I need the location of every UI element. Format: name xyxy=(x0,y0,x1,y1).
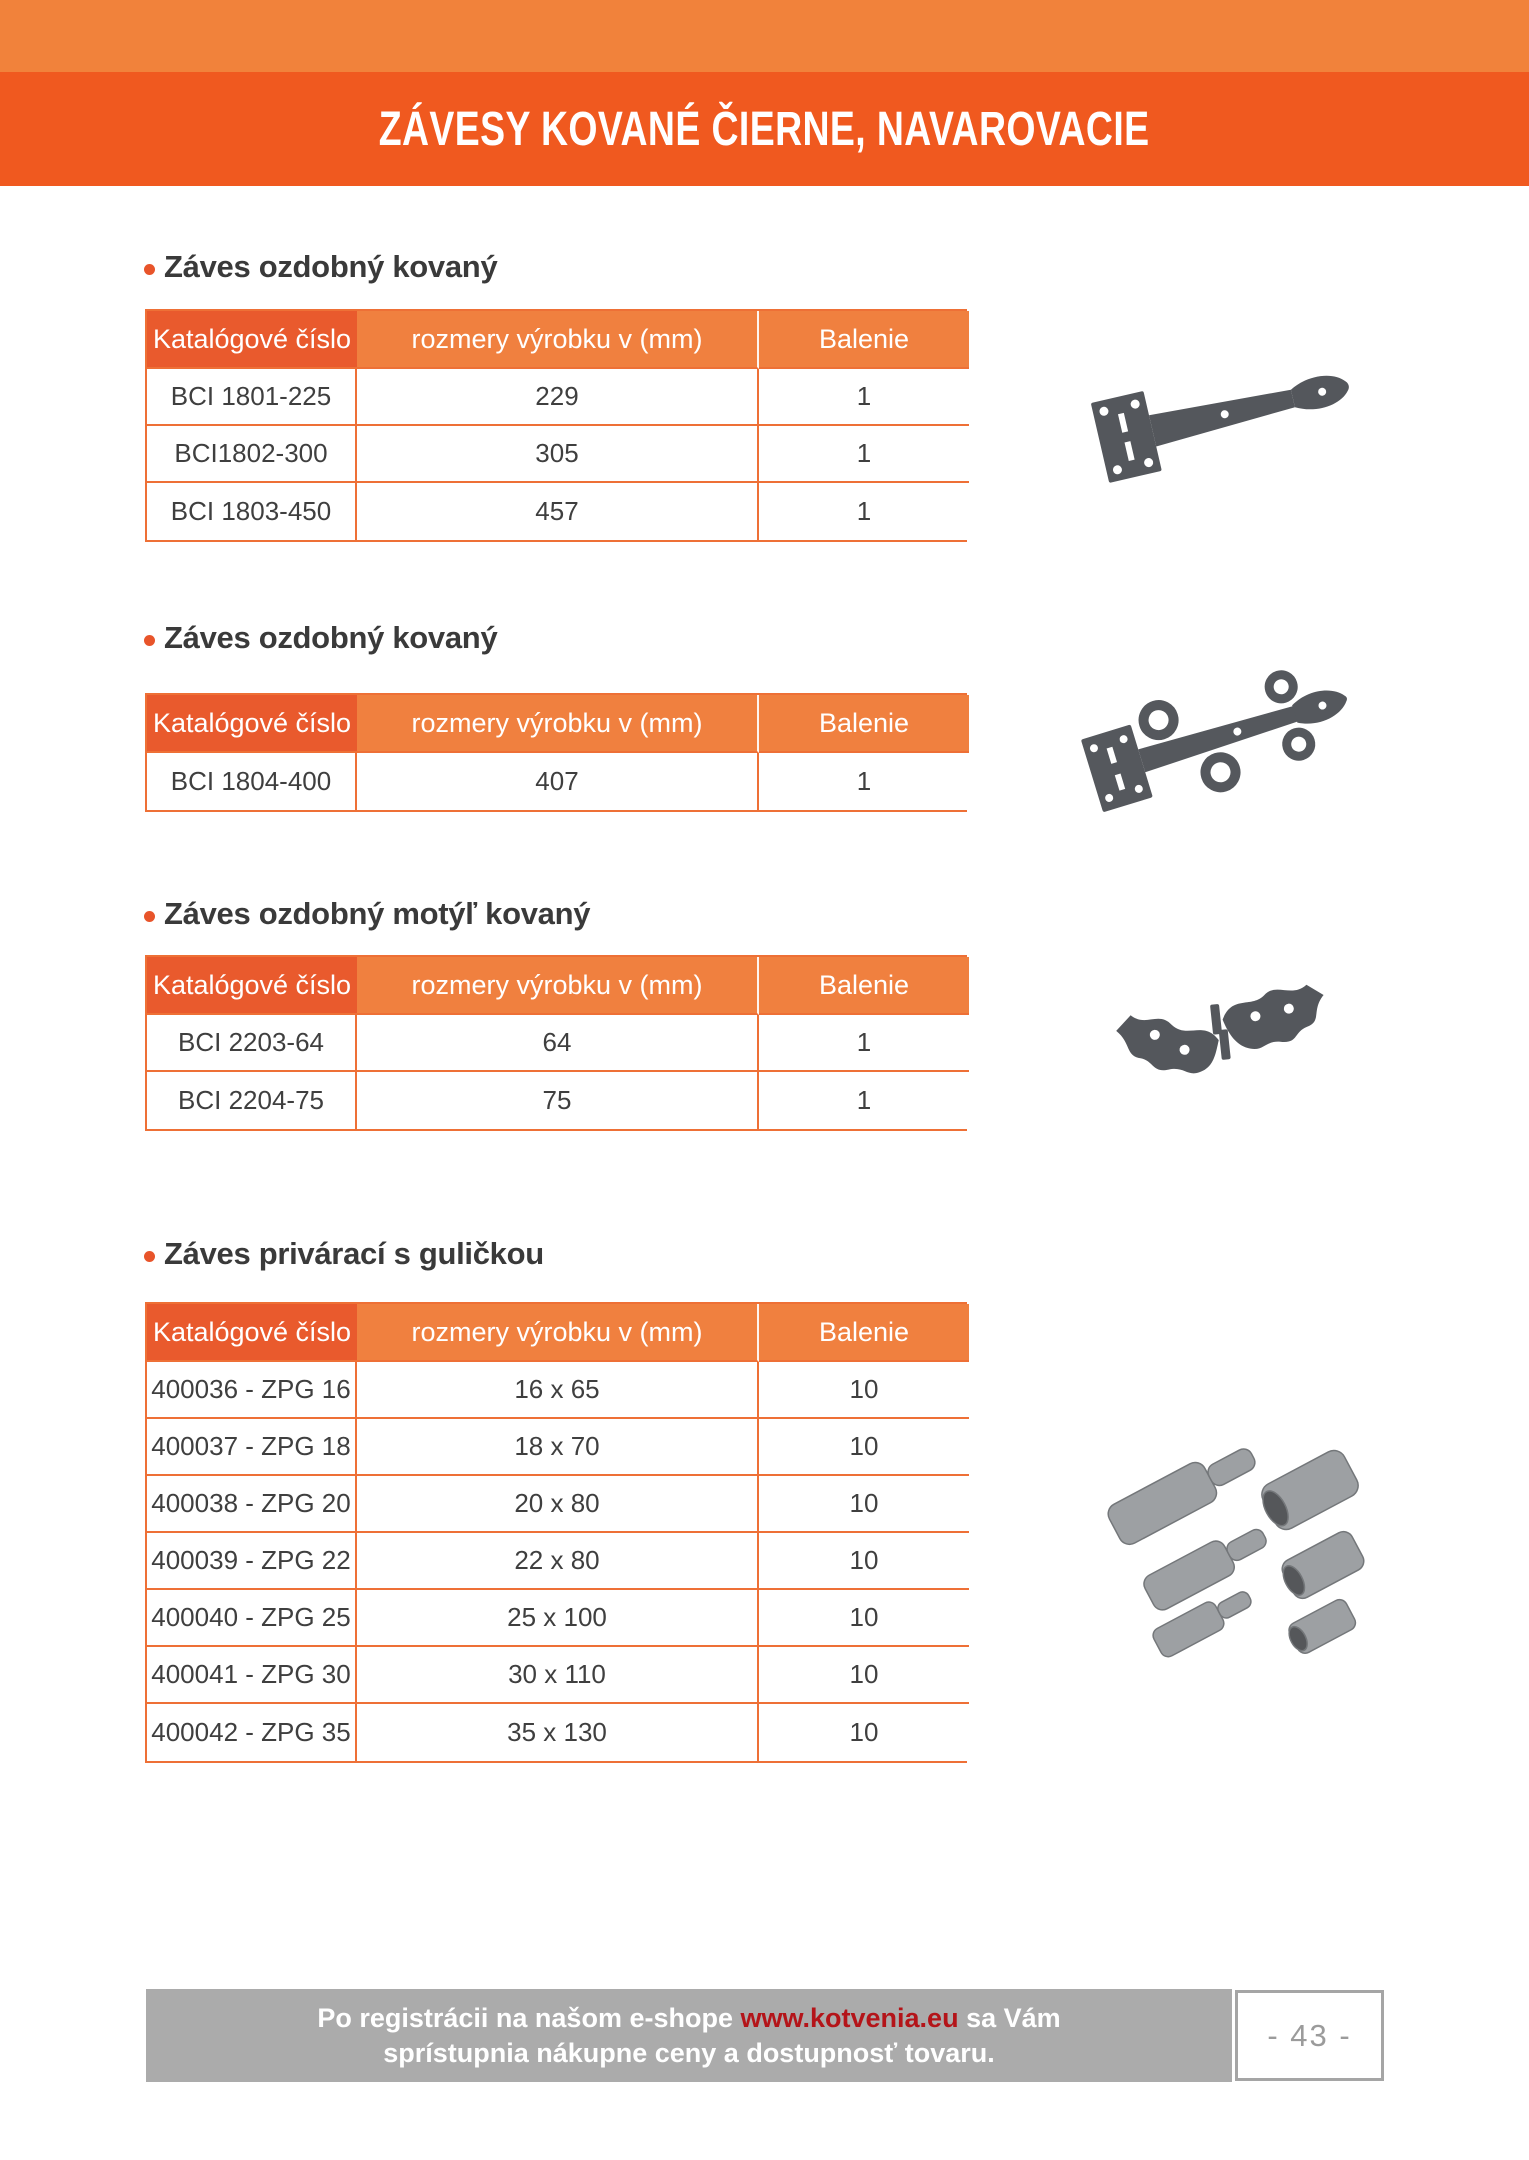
section-title: Záves privárací s guličkou xyxy=(164,1236,544,1271)
dimensions-cell: 75 xyxy=(357,1072,759,1129)
bullet-icon xyxy=(144,1251,155,1262)
column-header-dimensions: rozmery výrobku v (mm) xyxy=(357,695,759,753)
column-header-dimensions: rozmery výrobku v (mm) xyxy=(357,1304,759,1362)
page-title-bar xyxy=(0,72,1529,186)
header-accent-strip xyxy=(0,0,1529,72)
dimensions-cell: 16 x 65 xyxy=(357,1362,759,1419)
catalog-number-cell: 400041 - ZPG 30 xyxy=(147,1647,357,1704)
package-cell: 1 xyxy=(759,753,969,810)
column-header-package: Balenie xyxy=(759,957,969,1015)
bullet-icon xyxy=(144,635,155,646)
catalog-number-cell: BCI 1803-450 xyxy=(147,483,357,540)
catalog-number-cell: 400036 - ZPG 16 xyxy=(147,1362,357,1419)
package-cell: 10 xyxy=(759,1533,969,1590)
column-header-package: Balenie xyxy=(759,311,969,369)
dimensions-cell: 20 x 80 xyxy=(357,1476,759,1533)
bullet-icon xyxy=(144,911,155,922)
package-cell: 1 xyxy=(759,369,969,426)
catalog-number-cell: 400040 - ZPG 25 xyxy=(147,1590,357,1647)
package-cell: 10 xyxy=(759,1476,969,1533)
column-header-dimensions: rozmery výrobku v (mm) xyxy=(357,311,759,369)
section-heading-3 xyxy=(144,893,590,935)
package-cell: 10 xyxy=(759,1362,969,1419)
dimensions-cell: 457 xyxy=(357,483,759,540)
package-cell: 1 xyxy=(759,426,969,483)
catalog-number-cell: 400037 - ZPG 18 xyxy=(147,1419,357,1476)
table-zaves-privaraci xyxy=(145,1302,967,1763)
package-cell: 1 xyxy=(759,1015,969,1072)
package-cell: 1 xyxy=(759,483,969,540)
column-header-catalog: Katalógové číslo xyxy=(147,695,357,753)
section-heading-4 xyxy=(144,1233,544,1275)
dimensions-cell: 35 x 130 xyxy=(357,1704,759,1761)
catalog-number-cell: BCI 1804-400 xyxy=(147,753,357,810)
catalog-number-cell: BCI 2204-75 xyxy=(147,1072,357,1129)
product-image-weld-on-ball-hinges xyxy=(1070,1415,1380,1665)
section-title: Záves ozdobný kovaný xyxy=(164,249,498,284)
product-image-butterfly-hinge xyxy=(1085,948,1355,1118)
catalog-number-cell: 400039 - ZPG 22 xyxy=(147,1533,357,1590)
dimensions-cell: 25 x 100 xyxy=(357,1590,759,1647)
dimensions-cell: 229 xyxy=(357,369,759,426)
table-zaves-ozdobny-kovany-1 xyxy=(145,309,967,542)
section-title: Záves ozdobný motýľ kovaný xyxy=(164,896,591,931)
catalog-number-cell: BCI 1801-225 xyxy=(147,369,357,426)
dimensions-cell: 30 x 110 xyxy=(357,1647,759,1704)
section-heading-2 xyxy=(144,617,497,659)
column-header-catalog: Katalógové číslo xyxy=(147,1304,357,1362)
column-header-package: Balenie xyxy=(759,1304,969,1362)
product-image-scroll-fleur-hinge xyxy=(1080,662,1380,830)
footer-text-before: Po registrácii na našom e-shope xyxy=(317,2002,733,2033)
section-heading-1 xyxy=(144,246,497,288)
footer-text-after: sa Vám xyxy=(966,2002,1061,2033)
column-header-package: Balenie xyxy=(759,695,969,753)
dimensions-cell: 305 xyxy=(357,426,759,483)
product-image-t-strap-hinge xyxy=(1085,365,1360,500)
page-number: - 43 - xyxy=(1267,2017,1352,2053)
footer-note-bar xyxy=(146,1989,1232,2082)
section-title: Záves ozdobný kovaný xyxy=(164,620,498,655)
dimensions-cell: 64 xyxy=(357,1015,759,1072)
catalog-number-cell: BCI 2203-64 xyxy=(147,1015,357,1072)
package-cell: 10 xyxy=(759,1419,969,1476)
kotvenia-link[interactable]: www.kotvenia.eu xyxy=(740,2002,959,2033)
catalog-number-cell: BCI1802-300 xyxy=(147,426,357,483)
bullet-icon xyxy=(144,264,155,275)
dimensions-cell: 407 xyxy=(357,753,759,810)
column-header-dimensions: rozmery výrobku v (mm) xyxy=(357,957,759,1015)
dimensions-cell: 18 x 70 xyxy=(357,1419,759,1476)
page-title: ZÁVESY KOVANÉ ČIERNE, NAVAROVACIE xyxy=(379,102,1150,156)
page-number-box xyxy=(1235,1990,1384,2081)
catalog-number-cell: 400042 - ZPG 35 xyxy=(147,1704,357,1761)
column-header-catalog: Katalógové číslo xyxy=(147,957,357,1015)
table-zaves-ozdobny-kovany-2 xyxy=(145,693,967,812)
footer-line-2: sprístupnia nákupne ceny a dostupnosť tovaru. xyxy=(383,2037,995,2068)
package-cell: 10 xyxy=(759,1704,969,1761)
catalog-number-cell: 400038 - ZPG 20 xyxy=(147,1476,357,1533)
footer-line-1 xyxy=(317,2002,1060,2035)
dimensions-cell: 22 x 80 xyxy=(357,1533,759,1590)
column-header-catalog: Katalógové číslo xyxy=(147,311,357,369)
package-cell: 10 xyxy=(759,1590,969,1647)
package-cell: 1 xyxy=(759,1072,969,1129)
table-zaves-ozdobny-motyl xyxy=(145,955,967,1131)
package-cell: 10 xyxy=(759,1647,969,1704)
